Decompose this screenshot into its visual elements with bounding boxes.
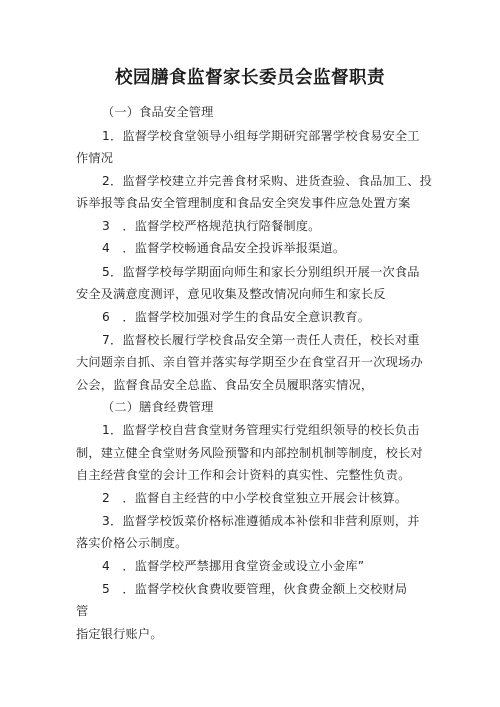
text-line: 1．监督学校食堂领导小组每学期研究部署学校食易安全工 [102, 129, 420, 143]
text-line: 4 ．监督学校严禁挪用食堂资金或设立小金库” [102, 559, 365, 573]
text-line: 落实价格公示制度。 [76, 536, 188, 550]
text-line: 作情况 [76, 151, 114, 165]
text-line: 指定银行账户。 [76, 627, 163, 641]
text-line: 3．监督学校饭菜价格标准遵循成本补偿和非营利原则，并 [102, 514, 420, 528]
text-line: 2 ．监督自主经营的中小学校食堂独立开展会计核算。 [102, 491, 408, 505]
text-line: 管 [76, 604, 89, 618]
text-line: 自主经营食堂的会计工作和会计资料的真实性、完整性负责。 [76, 468, 411, 482]
text-line: 安全及满意度测评，意见收集及整改情况向师生和家长反 [76, 287, 386, 301]
section-heading: （二）膳食经费管理 [102, 400, 214, 414]
text-line: 3 ．监督学校严格规范执行陪餐制度。 [102, 219, 321, 233]
section-heading: （一）食品安全管理 [102, 105, 214, 119]
text-line: 公会，监督食品安全总监、食品安全员履职落实情况， [76, 378, 374, 392]
text-line: 6 ．监督学校加强对学生的食品安全意识教育。 [102, 310, 371, 324]
document-title: 校园膳食监督家长委员会监督职责 [115, 68, 385, 88]
text-line: 5．监督学校每学期面向师生和家长分别组织开展一次食品 [102, 265, 420, 279]
text-line: 5 ．监督学校伙食费收要管理，伙食费金额上交校财局 [102, 582, 408, 596]
text-line: 制，建立健全食堂财务风险预警和内部控制机制等制度，校长对 [76, 446, 423, 460]
text-line: 7．监督校长履行学校食品安全第一责任人责任，校长对重 [102, 333, 420, 347]
text-line: 诉举报等食品安全管理制度和食品安全突发事件应急处置方案 [76, 196, 411, 210]
text-line: 大问题亲自抓、亲自管并落实每学期至少在食堂召开一次现场办 [76, 355, 423, 369]
text-line: 4 ．监督学校畅通食品安全投诉举报渠道。 [102, 241, 346, 255]
text-line: 2．监督学校建立并完善食材采购、进货查验、食品加工、投 [102, 174, 433, 188]
text-line: 1．监督学校自营食堂财务管理实行党组织领导的校长负击 [102, 423, 420, 437]
